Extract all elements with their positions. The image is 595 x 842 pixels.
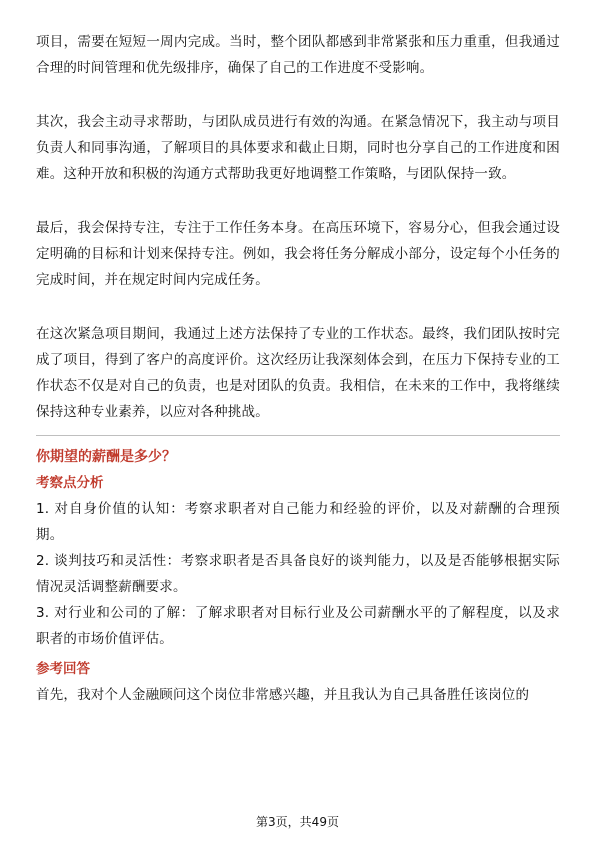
body-paragraph-4: 在这次紧急项目期间，我通过上述方法保持了专业的工作状态。最终，我们团队按时完成了项目，得到了客户的高度评价。这次经历让我深刻体会到，在压力下保持专业的工作状态不仅是对自己的负责，也是对团队的负责。我相信，在未来的工作中，我将继续保持这种专业素养，以应对各种挑战。 [36, 326, 560, 420]
page-number: 第3页，共49页 [256, 815, 339, 829]
answer-text: 首先，我对个人金融顾问这个岗位非常感兴趣，并且我认为自己具备胜任该岗位的 [36, 687, 530, 703]
question-title: 你期望的薪酬是多少？ [36, 449, 176, 465]
analysis-point-3: 3. 对行业和公司的了解：了解求职者对目标行业及公司薪酬水平的了解程度，以及求职者的市场价值评估。 [36, 605, 560, 647]
body-paragraph-1: 项目，需要在短短一周内完成。当时，整个团队都感到非常紧张和压力重重，但我通过合理的时间管理和优先级排序，确保了自己的工作进度不受影响。 [36, 34, 560, 76]
analysis-point-2: 2. 谈判技巧和灵活性：考察求职者是否具备良好的谈判能力，以及是否能够根据实际情况灵活调整薪酬要求。 [36, 553, 560, 595]
answer-heading: 参考回答 [36, 661, 90, 677]
section-divider [36, 435, 560, 436]
analysis-heading: 考察点分析 [36, 475, 104, 491]
page-content [36, 29, 560, 708]
analysis-point-1: 1. 对自身价值的认知：考察求职者对自己能力和经验的评价，以及对薪酬的合理预期。 [36, 501, 560, 543]
body-paragraph-3: 最后，我会保持专注，专注于工作任务本身。在高压环境下，容易分心，但我会通过设定明确的目标和计划来保持专注。例如，我会将任务分解成小部分，设定每个小任务的完成时间，并在规定时间内完成任务。 [36, 220, 560, 288]
body-paragraph-2: 其次，我会主动寻求帮助，与团队成员进行有效的沟通。在紧急情况下，我主动与项目负责人和同事沟通，了解项目的具体要求和截止日期，同时也分享自己的工作进度和困难。这种开放和积极的沟通方式帮助我更好地调整工作策略，与团队保持一致。 [36, 114, 560, 182]
